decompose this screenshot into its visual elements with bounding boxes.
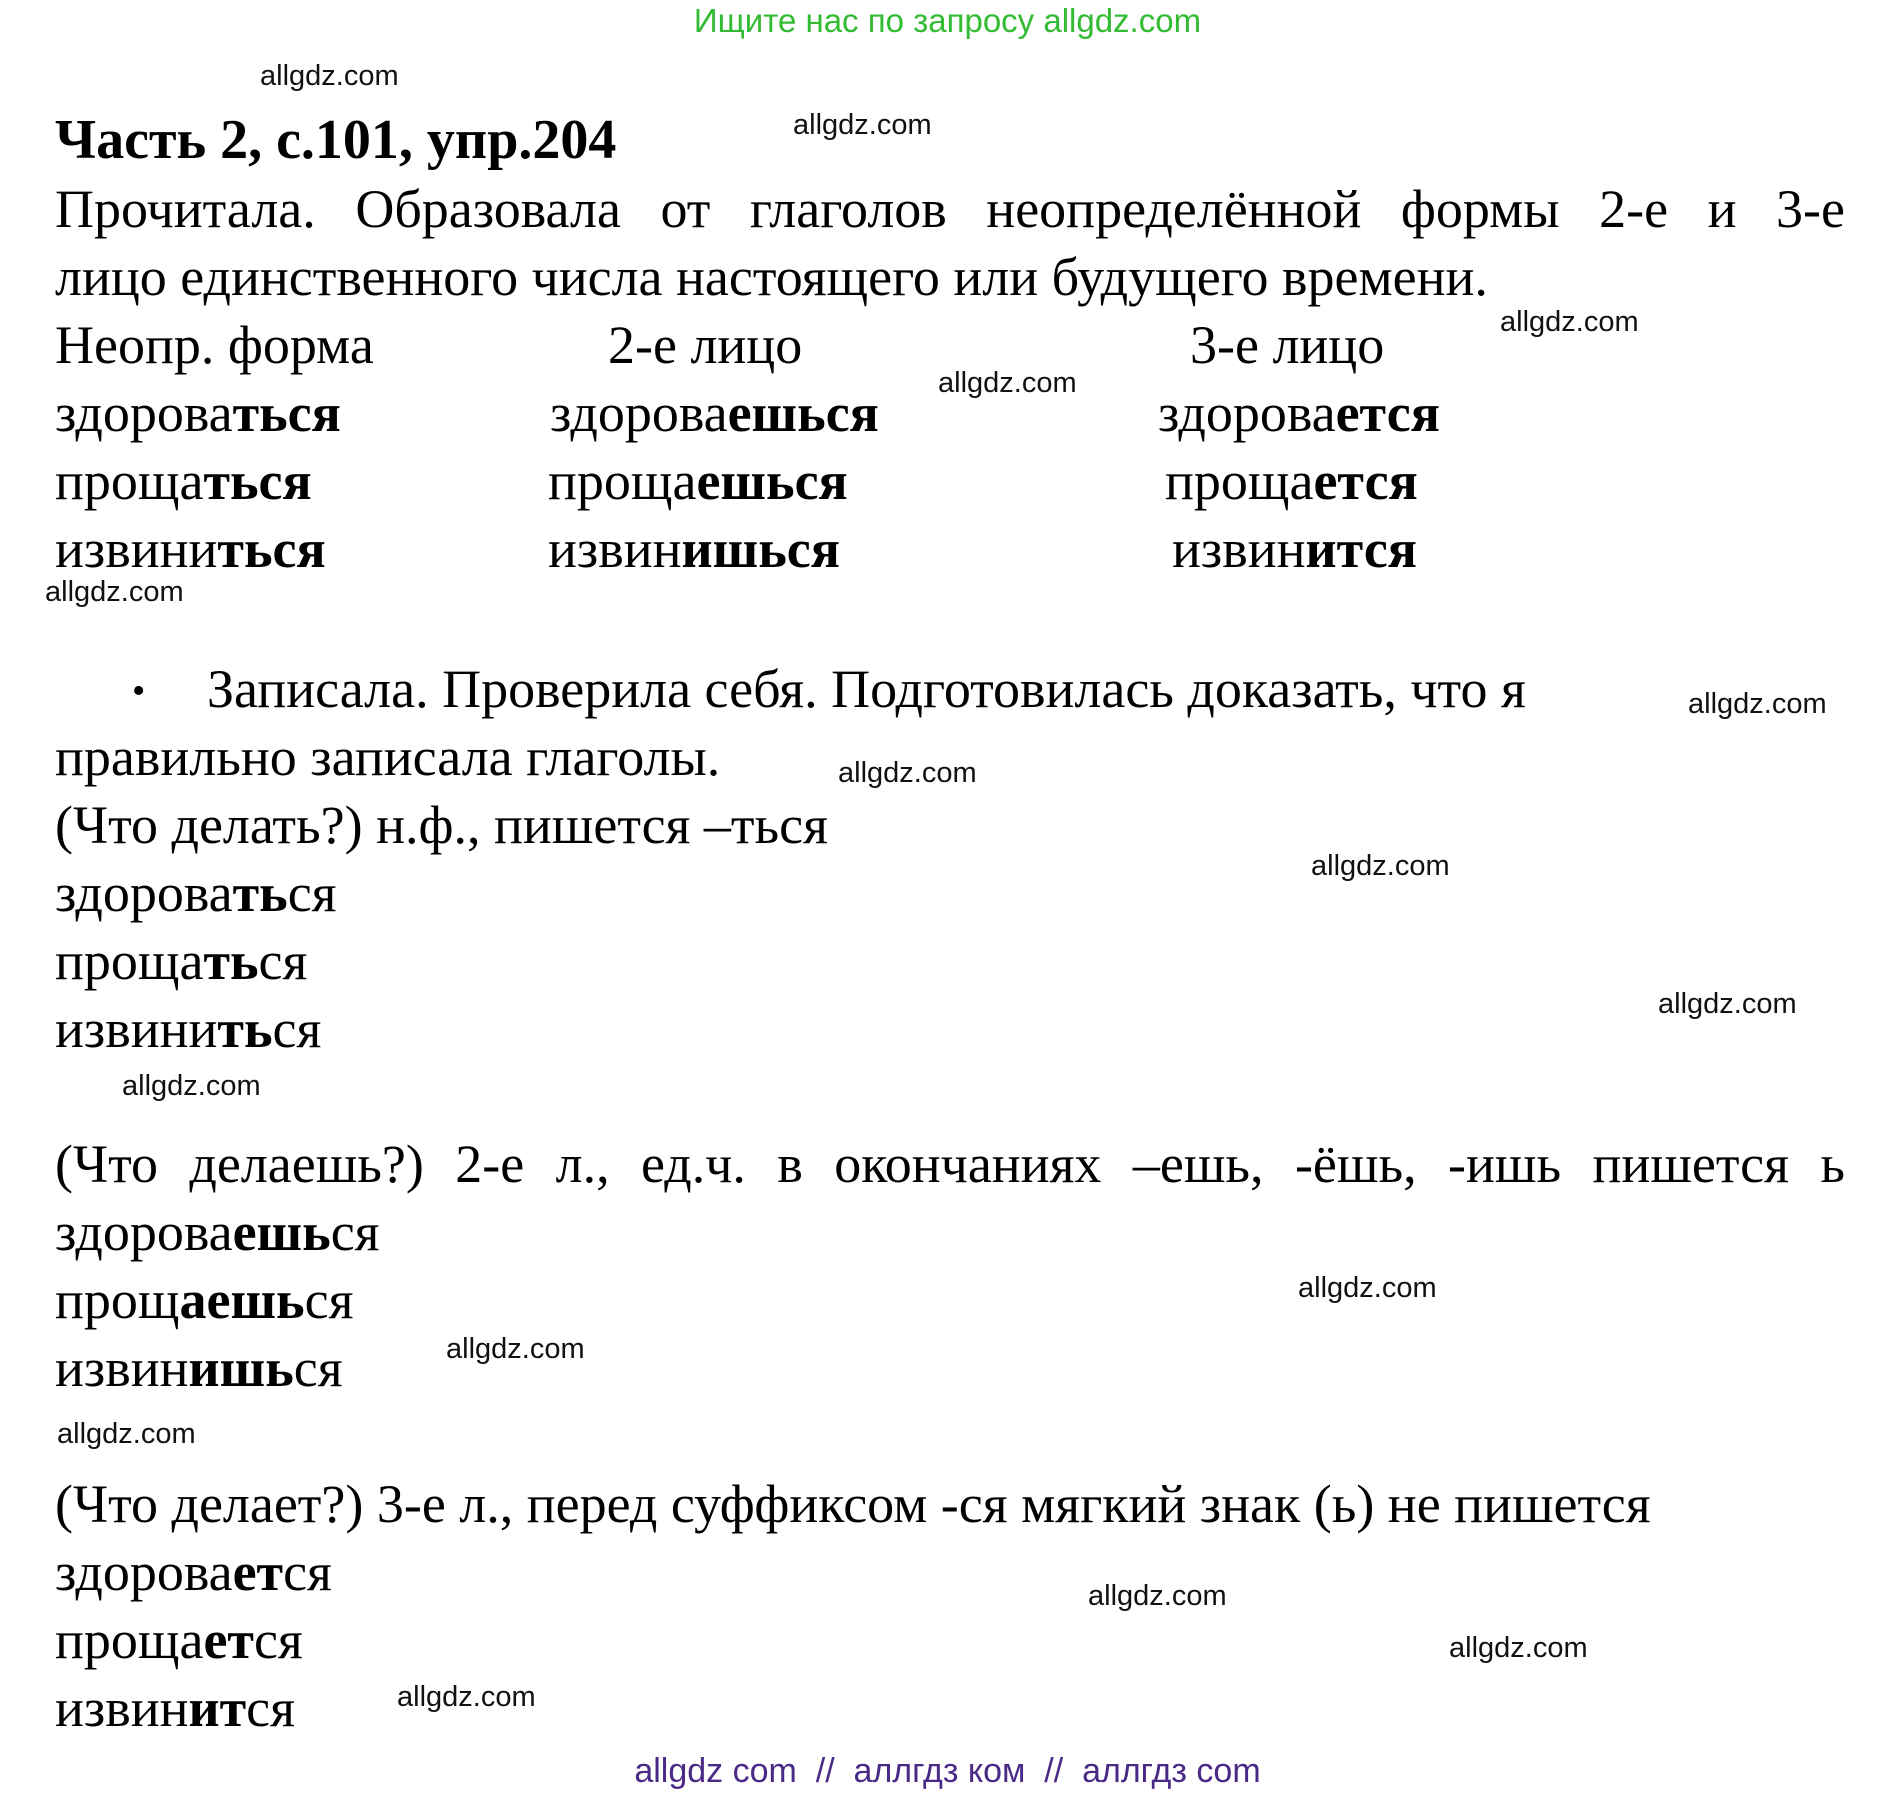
footer-watermark: allgdz com // аллгдз ком // аллгдз com xyxy=(634,1752,1261,1790)
list-item: извинишься xyxy=(55,1338,343,1398)
table-header: 2-е лицо xyxy=(608,315,803,375)
table-cell: извиниться xyxy=(55,519,326,579)
list-item: извиниться xyxy=(55,999,322,1059)
page-title: Часть 2, с.101, упр.204 xyxy=(55,109,617,171)
intro-line: Прочитала. Образовала от глаголов неопределённой формы 2-е и 3-е xyxy=(55,179,1845,239)
watermark: allgdz.com xyxy=(446,1333,585,1365)
bullet-text: Записала. Проверила себя. Подготовилась доказать, что я xyxy=(207,659,1526,719)
table-cell: прощаться xyxy=(55,451,312,511)
watermark: allgdz.com xyxy=(1688,688,1827,720)
watermark: allgdz.com xyxy=(1311,850,1450,882)
watermark: allgdz.com xyxy=(1449,1632,1588,1664)
table-cell: здоровается xyxy=(1158,383,1440,443)
watermark: allgdz.com xyxy=(938,367,1077,399)
watermark: allgdz.com xyxy=(838,757,977,789)
table-cell: прощается xyxy=(1165,451,1418,511)
watermark: allgdz.com xyxy=(1658,988,1797,1020)
section-heading: (Что делает?) 3-е л., перед суффиксом -ся мягкий знак (ь) не пишется xyxy=(55,1474,1651,1534)
list-item: прощаешься xyxy=(55,1270,354,1330)
watermark: allgdz.com xyxy=(45,576,184,608)
list-item: здороваешься xyxy=(55,1202,380,1262)
top-banner: Ищите нас по запросу allgdz.com xyxy=(693,2,1202,39)
table-cell: здороваться xyxy=(55,383,341,443)
list-item: здоровается xyxy=(55,1542,332,1602)
section-heading: (Что делать?) н.ф., пишется –ться xyxy=(55,795,828,855)
list-item: прощается xyxy=(55,1610,303,1670)
watermark: allgdz.com xyxy=(122,1070,261,1102)
table-cell: здороваешься xyxy=(550,383,879,443)
intro-line: лицо единственного числа настоящего или будущего времени. xyxy=(55,247,1488,307)
section-heading: (Что делаешь?) 2-е л., ед.ч. в окончаниях –ешь, -ёшь, -ишь пишется ь xyxy=(55,1134,1845,1194)
watermark: allgdz.com xyxy=(57,1418,196,1450)
watermark: allgdz.com xyxy=(397,1681,536,1713)
table-cell: извинится xyxy=(1172,519,1418,579)
bullet-text: правильно записала глаголы. xyxy=(55,727,721,787)
list-item: здороваться xyxy=(55,863,337,923)
list-item: прощаться xyxy=(55,931,308,991)
watermark: allgdz.com xyxy=(1088,1580,1227,1612)
table-cell: извинишься xyxy=(548,519,840,579)
watermark: allgdz.com xyxy=(793,109,932,141)
watermark: allgdz.com xyxy=(260,60,399,92)
table-header: Неопр. форма xyxy=(55,315,374,375)
watermark: allgdz.com xyxy=(1298,1272,1437,1304)
bullet-dot: • xyxy=(132,670,146,712)
table-cell: прощаешься xyxy=(548,451,848,511)
table-header: 3-е лицо xyxy=(1190,315,1385,375)
list-item: извинится xyxy=(55,1678,295,1738)
watermark: allgdz.com xyxy=(1500,306,1639,338)
